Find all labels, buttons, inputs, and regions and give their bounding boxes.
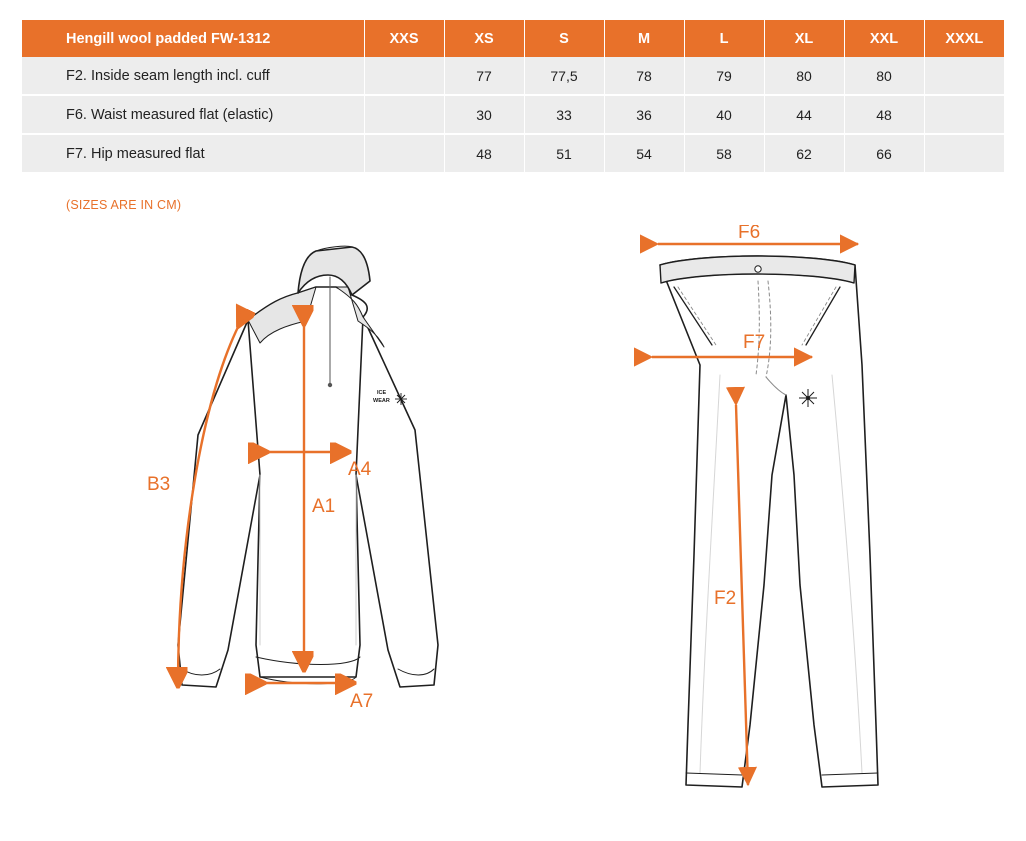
measurement-value: 40 bbox=[684, 95, 764, 134]
label-f7: F7 bbox=[743, 332, 766, 353]
figures-area bbox=[0, 225, 1026, 825]
label-b3: B3 bbox=[147, 474, 171, 495]
measurement-value: 80 bbox=[844, 57, 924, 95]
zipper-pull bbox=[328, 383, 332, 387]
measurement-value: 58 bbox=[684, 134, 764, 172]
column-header-xl: XL bbox=[764, 20, 844, 57]
label-a1: A1 bbox=[312, 496, 336, 517]
measurement-label: F6. Waist measured flat (elastic) bbox=[22, 95, 364, 134]
measurement-value bbox=[924, 57, 1004, 95]
measurement-label: F7. Hip measured flat bbox=[22, 134, 364, 172]
body-panel bbox=[248, 287, 367, 677]
logo-text-wear: WEAR bbox=[373, 398, 390, 404]
column-header-m: M bbox=[604, 20, 684, 57]
measurement-value: 51 bbox=[524, 134, 604, 172]
measurement-value: 48 bbox=[844, 95, 924, 134]
column-header-xxs: XXS bbox=[364, 20, 444, 57]
measurement-value bbox=[364, 134, 444, 172]
column-header-l: L bbox=[684, 20, 764, 57]
table-row bbox=[22, 57, 1004, 95]
logo-text-ice: ICE bbox=[377, 390, 387, 396]
measurement-value: 44 bbox=[764, 95, 844, 134]
column-header-xxxl: XXXL bbox=[924, 20, 1004, 57]
pullover-diagram bbox=[120, 225, 560, 745]
measurement-value: 36 bbox=[604, 95, 684, 134]
label-a4: A4 bbox=[348, 459, 372, 480]
units-note: (SIZES ARE IN CM) bbox=[66, 198, 182, 212]
measurement-value: 80 bbox=[764, 57, 844, 95]
measurement-value: 66 bbox=[844, 134, 924, 172]
measurement-value: 62 bbox=[764, 134, 844, 172]
table-header bbox=[22, 20, 1004, 57]
measurement-value: 77,5 bbox=[524, 57, 604, 95]
measurement-value: 33 bbox=[524, 95, 604, 134]
measurement-value: 54 bbox=[604, 134, 684, 172]
measurement-value: 48 bbox=[444, 134, 524, 172]
table-row bbox=[22, 95, 1004, 134]
trousers-diagram bbox=[600, 225, 1000, 815]
measurement-value bbox=[924, 134, 1004, 172]
right-sleeve bbox=[356, 317, 438, 687]
measurement-value: 78 bbox=[604, 57, 684, 95]
measurement-value: 30 bbox=[444, 95, 524, 134]
measurement-value: 77 bbox=[444, 57, 524, 95]
table-header-row bbox=[22, 20, 1004, 57]
product-title-cell: Hengill wool padded FW-1312 bbox=[22, 20, 364, 57]
button bbox=[755, 266, 761, 272]
measurement-value: 79 bbox=[684, 57, 764, 95]
table-row bbox=[22, 134, 1004, 172]
column-header-xs: XS bbox=[444, 20, 524, 57]
label-f6: F6 bbox=[738, 225, 761, 243]
label-a7: A7 bbox=[350, 691, 374, 712]
label-f2: F2 bbox=[714, 588, 737, 609]
measurement-value bbox=[924, 95, 1004, 134]
column-header-xxl: XXL bbox=[844, 20, 924, 57]
column-header-s: S bbox=[524, 20, 604, 57]
measurement-value bbox=[364, 57, 444, 95]
measurement-value bbox=[364, 95, 444, 134]
measurement-label: F2. Inside seam length incl. cuff bbox=[22, 57, 364, 95]
table-body bbox=[22, 57, 1004, 172]
size-chart-table-container bbox=[22, 20, 1004, 172]
size-chart-table bbox=[22, 20, 1004, 172]
